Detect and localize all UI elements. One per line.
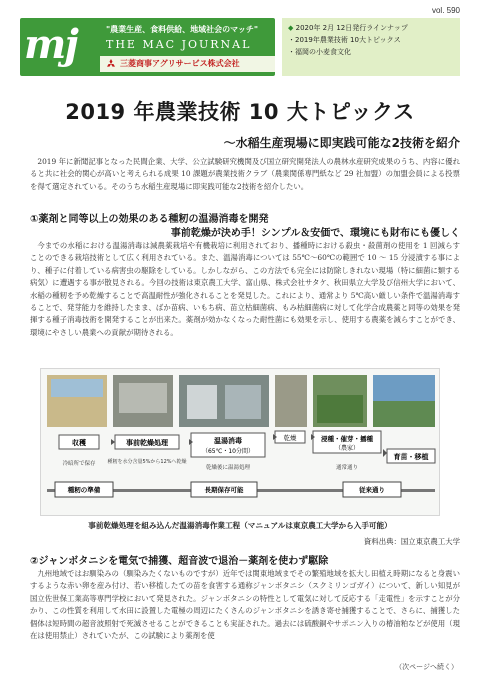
- note-dry: 種籾を水分含量5%から12%へ乾燥: [107, 459, 187, 465]
- page-subtitle: ～水稲生産現場に即実践可能な2技術を紹介: [223, 136, 460, 150]
- label-hot: 温湯消毒: [214, 437, 242, 445]
- label-store: 種籾の準備: [67, 486, 101, 494]
- label-period: 長期保存可能: [204, 486, 244, 494]
- figure-source: 資料出典：国立東京農工大学: [363, 537, 460, 546]
- label-harvest: 収穫: [72, 439, 86, 447]
- figure-caption: 事前乾燥処理を組み込んだ温湯消毒作業工程（マニュアルは東京農工大学から入手可能）: [88, 521, 392, 530]
- label-soak2: （農家）: [334, 445, 360, 452]
- journal-logo: mj: [24, 21, 77, 68]
- section1-subheading: 事前乾燥が決め手！シンプル＆安価で、環境にも財布にも優しく: [170, 228, 460, 239]
- section1-body: 今までの水稲における温湯消毒は減農薬栽培や有機栽培に利用されており、播種時における殺虫・殺菌剤の使用を 1 回減らすことのできる栽培技術として広く利用されている。また、温湯消毒については 55℃～60℃の範囲で 10 ～ 15 分浸漬する事により、種子に付着している病害虫の駆除をしている。しかしながら、この方法でも完全には防除しきれない現場（特に細菌に類する病気）に遭遇する事が散見される。今回の技術は東京農工大学、富山県、株式会社サタケ、秋田県立大学及び信州大学において、水稲の種籾を予め乾燥することで高温耐性が強化されることを発見した。これにより、通常より 5℃高い厳しい条件で温湯消毒することで、発芽能力を維持したまま、ばか苗病、いもち病、苗立枯細菌病、もみ枯細菌病に対して化学合成農薬と同等の効果を発揮する種子消毒技術を開発することが出来た。薬剤が効かなくなった耐性菌にも効果を示し、使用する農薬を減らすことができ、環境にやさしい農業への貢献が期待される。: [30, 241, 460, 337]
- section2-heading: ②ジャンボタニシを電気で捕獲、超音波で退治－薬剤を使わず駆除: [30, 556, 329, 567]
- label-dry2: 乾燥: [283, 434, 297, 442]
- issue-lineup: [282, 18, 460, 76]
- note-hot: 乾燥後に温湯処理: [205, 465, 251, 471]
- volume-number: vol. 590: [431, 6, 460, 15]
- journal-banner: [20, 18, 275, 76]
- journal-title: THE MAC JOURNAL: [106, 38, 252, 51]
- lineup-item: ・福岡の小麦食文化: [288, 48, 351, 56]
- lineup-date: ◆ 2020年 2月 12日発行ラインナップ: [288, 24, 408, 32]
- note-soak: 通常通り: [335, 465, 359, 471]
- label-current: 従来通り: [359, 486, 385, 494]
- company-name: 三菱商事アグリサービス株式会社: [120, 59, 240, 68]
- dry2-photo: [275, 375, 307, 427]
- label-soak: 浸種・催芽・播種: [321, 435, 373, 443]
- process-figure: [40, 368, 440, 516]
- section2-body: 九州地域ではお馴染みの（馴染みたくないものですが）近年では関東地域までその繁殖地域を拡大し田植え時期になると身震いするような赤い卵を産み付け、若い移植したての苗を食害する通称ジャンボタニシ（スクミリンゴガイ）について、新しい知見が国立佐世保工業高等専門学校において発見された。ジャンボタニシの特性として電気に対して反応する「走電性」を示すことが分かり、この性質を利用して水田に設置した電極の周辺にたくさんのジャンボタニシを誘き寄せ捕獲することで、さらに、捕獲した個体は短時間の超音波照射で死滅させることができることも実証された。過去には硫酸銅やサポニン入りの椿油粕などが使用（現在は使用禁止）されていたが、この試験により薬剤を使: [30, 569, 460, 641]
- process-diagram: [41, 369, 441, 517]
- company-logo-icon: [106, 59, 116, 69]
- label-dry: 事前乾燥処理: [126, 439, 168, 447]
- lineup-item: ・2019年農業技術 10大トピックス: [288, 36, 401, 44]
- page-title: 2019 年農業技術 10 大トピックス: [65, 100, 415, 124]
- label-temp: （65℃・10分間）: [201, 448, 255, 455]
- note-store: 冷暗所で保存: [62, 461, 96, 467]
- continued-note: （次ページへ続く）: [395, 663, 458, 671]
- intro-paragraph: 2019 年に新聞記事となった民間企業、大学、公立試験研究機関及び国立研究開発法人の農林水産研究成果のうち、内容に優れると共に社会的関心が高いと考えられる成果 10 課題が農業技術クラブ（農業関係専門紙など 29 社加盟）の加盟会員による投票を得て選定されている。そのうち水稲生産現場に即実践可能な2技術を紹介したい。: [30, 157, 460, 191]
- label-grow: 育苗・移植: [393, 453, 429, 461]
- section1-heading: ①薬剤と同等以上の効果のある種籾の温湯消毒を開発: [30, 214, 269, 225]
- journal-slogan: "農業生産、食料供給、地域社会のマッチ": [106, 25, 259, 34]
